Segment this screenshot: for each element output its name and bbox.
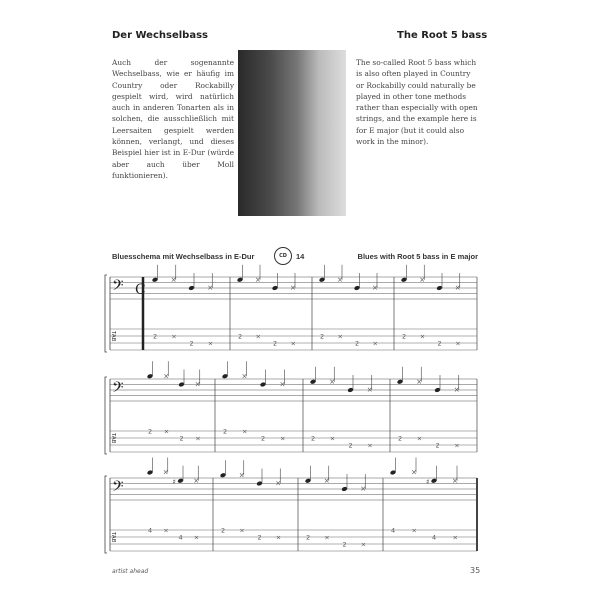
bass-clef-icon: 𝄢 xyxy=(112,478,124,499)
right-heading: The Root 5 bass xyxy=(397,30,488,41)
time-signature: C xyxy=(135,282,146,298)
tab-fret: × xyxy=(454,441,460,450)
tab-fret: × xyxy=(419,332,426,341)
ghost-note: × xyxy=(453,386,460,394)
tab-fret: × xyxy=(171,332,177,341)
left-paragraph: Auch der sogenannte Wechselbass, wie er häufig im Country oder Rockabilly gespielt wird, wird natürlich auch in anderen Tonarten als in solchen, die ausschließlich mit Leersaiten gespielt werden können, verlangt, und dieses Beispiel hier ist in E-Dur (würde aber auch über Moll funktionieren). xyxy=(112,58,234,180)
cd-icon: CD xyxy=(274,247,292,265)
tab-fret: 2 xyxy=(238,332,243,341)
ghost-note: × xyxy=(454,284,461,292)
tab-fret: 2 xyxy=(261,434,266,443)
tab-fret: × xyxy=(337,332,343,341)
track-number: 14 xyxy=(296,252,305,261)
sharp-icon: ♯ xyxy=(426,477,430,486)
tab-fret: 4 xyxy=(432,533,437,542)
ghost-note: × xyxy=(162,468,169,477)
ghost-note: × xyxy=(238,471,245,480)
tab-fret: × xyxy=(255,332,261,341)
tab-label: TAB xyxy=(110,532,116,543)
tab-fret: × xyxy=(360,540,367,549)
sharp-icon: ♯ xyxy=(172,477,176,486)
tab-fret: 4 xyxy=(178,533,183,542)
ghost-note: × xyxy=(337,275,343,284)
tab-label: TAB xyxy=(110,433,116,444)
system-bracket xyxy=(105,377,107,454)
tab-fret: 2 xyxy=(348,441,353,450)
tab-fret: 2 xyxy=(148,427,153,436)
tab-fret: 2 xyxy=(355,339,360,348)
tab-fret: × xyxy=(280,434,286,443)
ghost-note: × xyxy=(193,476,200,485)
page-number: 35 xyxy=(470,566,481,575)
tab-fret: 2 xyxy=(273,339,278,348)
tab-fret: 2 xyxy=(437,339,442,348)
publisher-logo: artist ahead xyxy=(112,568,149,575)
ghost-note: × xyxy=(419,275,426,284)
tab-fret: × xyxy=(275,533,282,542)
tab-label: TAB xyxy=(110,331,116,342)
tab-fret: × xyxy=(195,434,201,443)
tab-fret: 2 xyxy=(179,434,184,443)
tab-fret: 4 xyxy=(148,526,153,535)
ghost-note: × xyxy=(323,476,330,485)
ghost-note: × xyxy=(360,485,367,493)
ghost-note: × xyxy=(194,380,201,389)
ghost-note: × xyxy=(452,476,458,485)
ghost-note: × xyxy=(255,275,261,284)
tab-fret: × xyxy=(242,427,248,436)
ghost-note: × xyxy=(290,284,296,292)
ghost-note: × xyxy=(329,377,336,386)
ghost-note: × xyxy=(366,386,373,394)
tab-fret: × xyxy=(416,434,423,443)
tab-fret: × xyxy=(367,441,373,450)
right-paragraph: The so-called Root 5 bass which is also often played in Country or Rockabilly could naturally be played in other tone methods rather than especially with open strings, and the example here is for E major (but it could also work in the minor). xyxy=(356,58,478,147)
ghost-note: × xyxy=(163,372,170,381)
tab-fret: × xyxy=(163,427,170,436)
ghost-note: × xyxy=(411,468,417,477)
tab-fret: 2 xyxy=(223,427,228,436)
tab-fret: × xyxy=(455,339,461,348)
example-title-en: Blues with Root 5 bass in E major xyxy=(357,252,478,261)
ghost-note: × xyxy=(207,284,214,292)
tab-fret: × xyxy=(452,533,458,542)
ghost-note: × xyxy=(416,377,423,386)
system-bracket xyxy=(105,476,107,553)
tab-fret: 2 xyxy=(402,332,407,341)
tab-fret: × xyxy=(411,526,417,535)
ghost-note: × xyxy=(241,372,248,381)
tab-fret: 2 xyxy=(320,332,325,341)
tab-fret: × xyxy=(372,339,378,348)
left-heading: Der Wechselbass xyxy=(112,30,208,41)
ghost-note: × xyxy=(275,479,282,488)
ghost-note: × xyxy=(279,380,286,389)
tab-fret: 2 xyxy=(306,533,311,542)
tab-fret: 2 xyxy=(398,434,403,443)
tab-fret: 2 xyxy=(311,434,316,443)
tab-fret: × xyxy=(324,533,330,542)
system-bracket xyxy=(105,275,107,352)
tab-fret: × xyxy=(193,533,200,542)
tab-fret: 2 xyxy=(435,441,440,450)
tab-fret: × xyxy=(290,339,296,348)
tab-fret: 2 xyxy=(153,332,158,341)
ghost-note: × xyxy=(170,275,177,284)
example-title-de: Bluesschema mit Wechselbass in E-Dur xyxy=(112,252,255,261)
ghost-note: × xyxy=(372,284,378,292)
tab-fret: 4 xyxy=(391,526,396,535)
tab-fret: × xyxy=(239,526,245,535)
tab-fret: × xyxy=(329,434,336,443)
tab-fret: × xyxy=(163,526,169,535)
tab-fret: 2 xyxy=(342,540,347,549)
bass-clef-icon: 𝄢 xyxy=(112,277,124,298)
tab-fret: × xyxy=(207,339,214,348)
tab-fret: 2 xyxy=(189,339,194,348)
tab-fret: 2 xyxy=(221,526,226,535)
tab-fret: 2 xyxy=(257,533,262,542)
bass-clef-icon: 𝄢 xyxy=(112,379,124,400)
